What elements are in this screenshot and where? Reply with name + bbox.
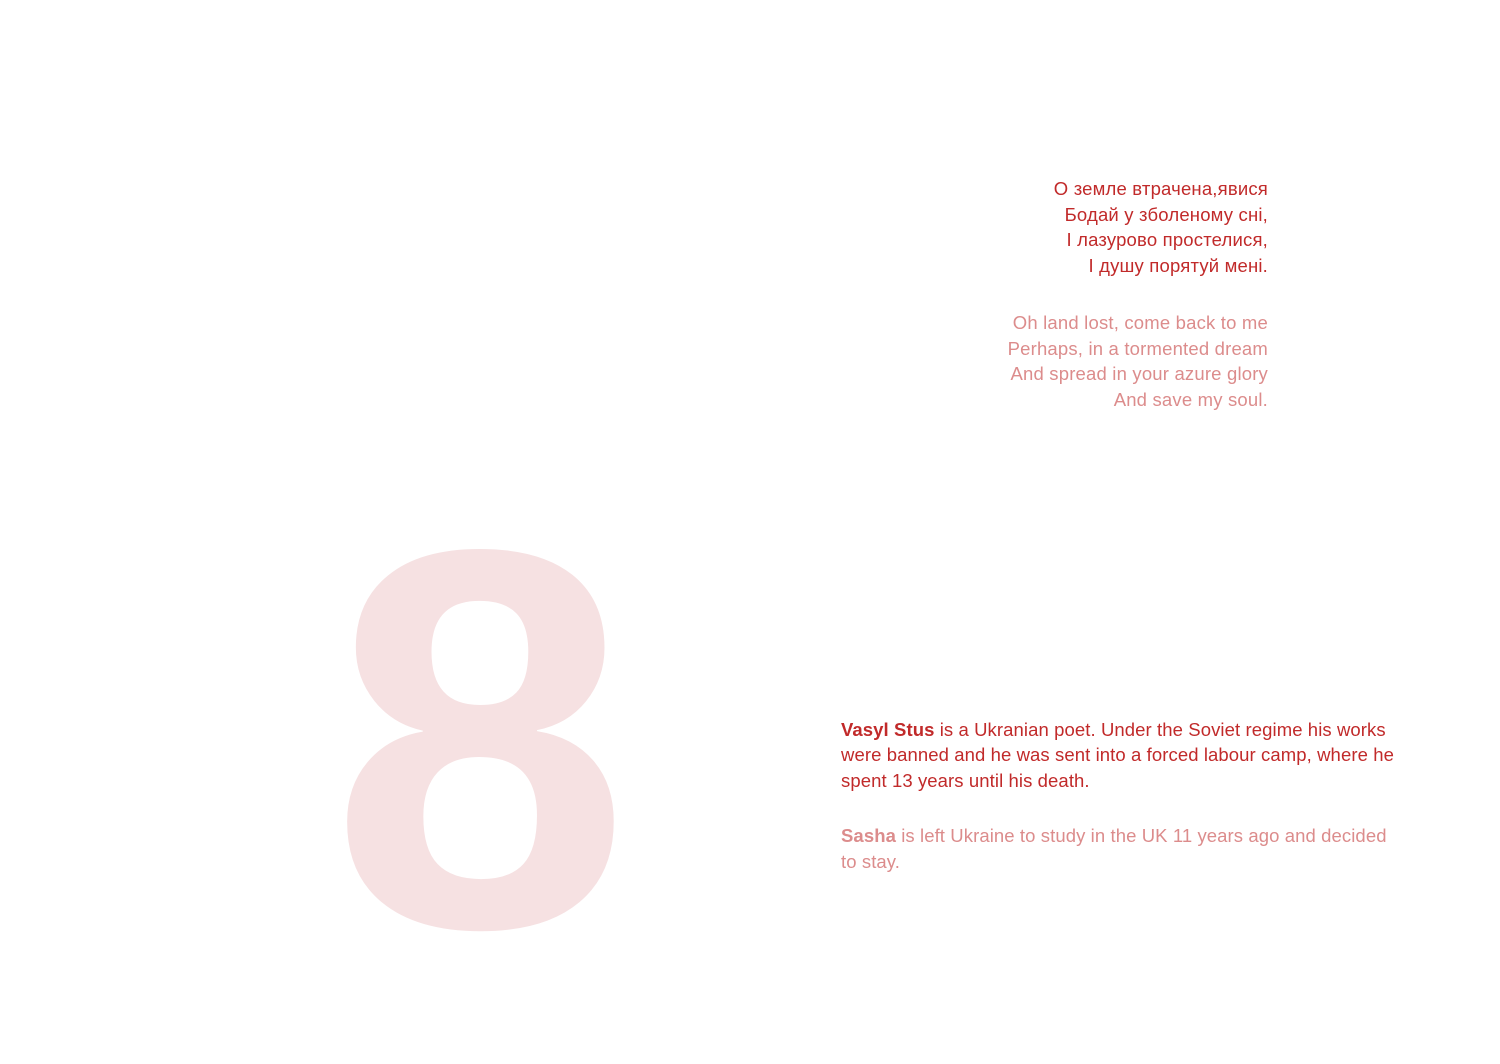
poem-translation-line: Oh land lost, come back to me	[1012, 312, 1268, 333]
bio-text: is left Ukraine to study in the UK 11 years ago and decided to stay.	[841, 825, 1387, 872]
decorative-page-number: 8	[330, 438, 620, 1041]
bios-block	[841, 698, 1401, 893]
poem-original-line: І лазурово простелися,	[1066, 229, 1268, 250]
bio-vasyl-stus	[841, 717, 1401, 794]
poem-original-line: Бодай у зболеному сні,	[1064, 203, 1268, 225]
bio-text: is a Ukranian poet. Under the Soviet regime his works were banned and he was sent into a forced labour camp, where he spent 13 years until his death.	[841, 718, 1394, 791]
bio-name: Sasha	[841, 825, 896, 846]
poem-translation-line: And spread in your azure glory	[1010, 363, 1268, 384]
poem-translation-line: And save my soul.	[1113, 388, 1268, 410]
bio-sasha	[841, 823, 1401, 874]
poem-translation	[748, 310, 1268, 412]
poem-block	[748, 176, 1268, 412]
poem-translation-line: Perhaps, in a tormented dream	[1007, 337, 1268, 359]
bio-name: Vasyl Stus	[841, 718, 935, 740]
poem-original	[748, 176, 1268, 278]
poem-original-line: І душу порятуй мені.	[1088, 254, 1268, 276]
poem-original-line: О земле втрачена,явися	[1053, 178, 1268, 199]
